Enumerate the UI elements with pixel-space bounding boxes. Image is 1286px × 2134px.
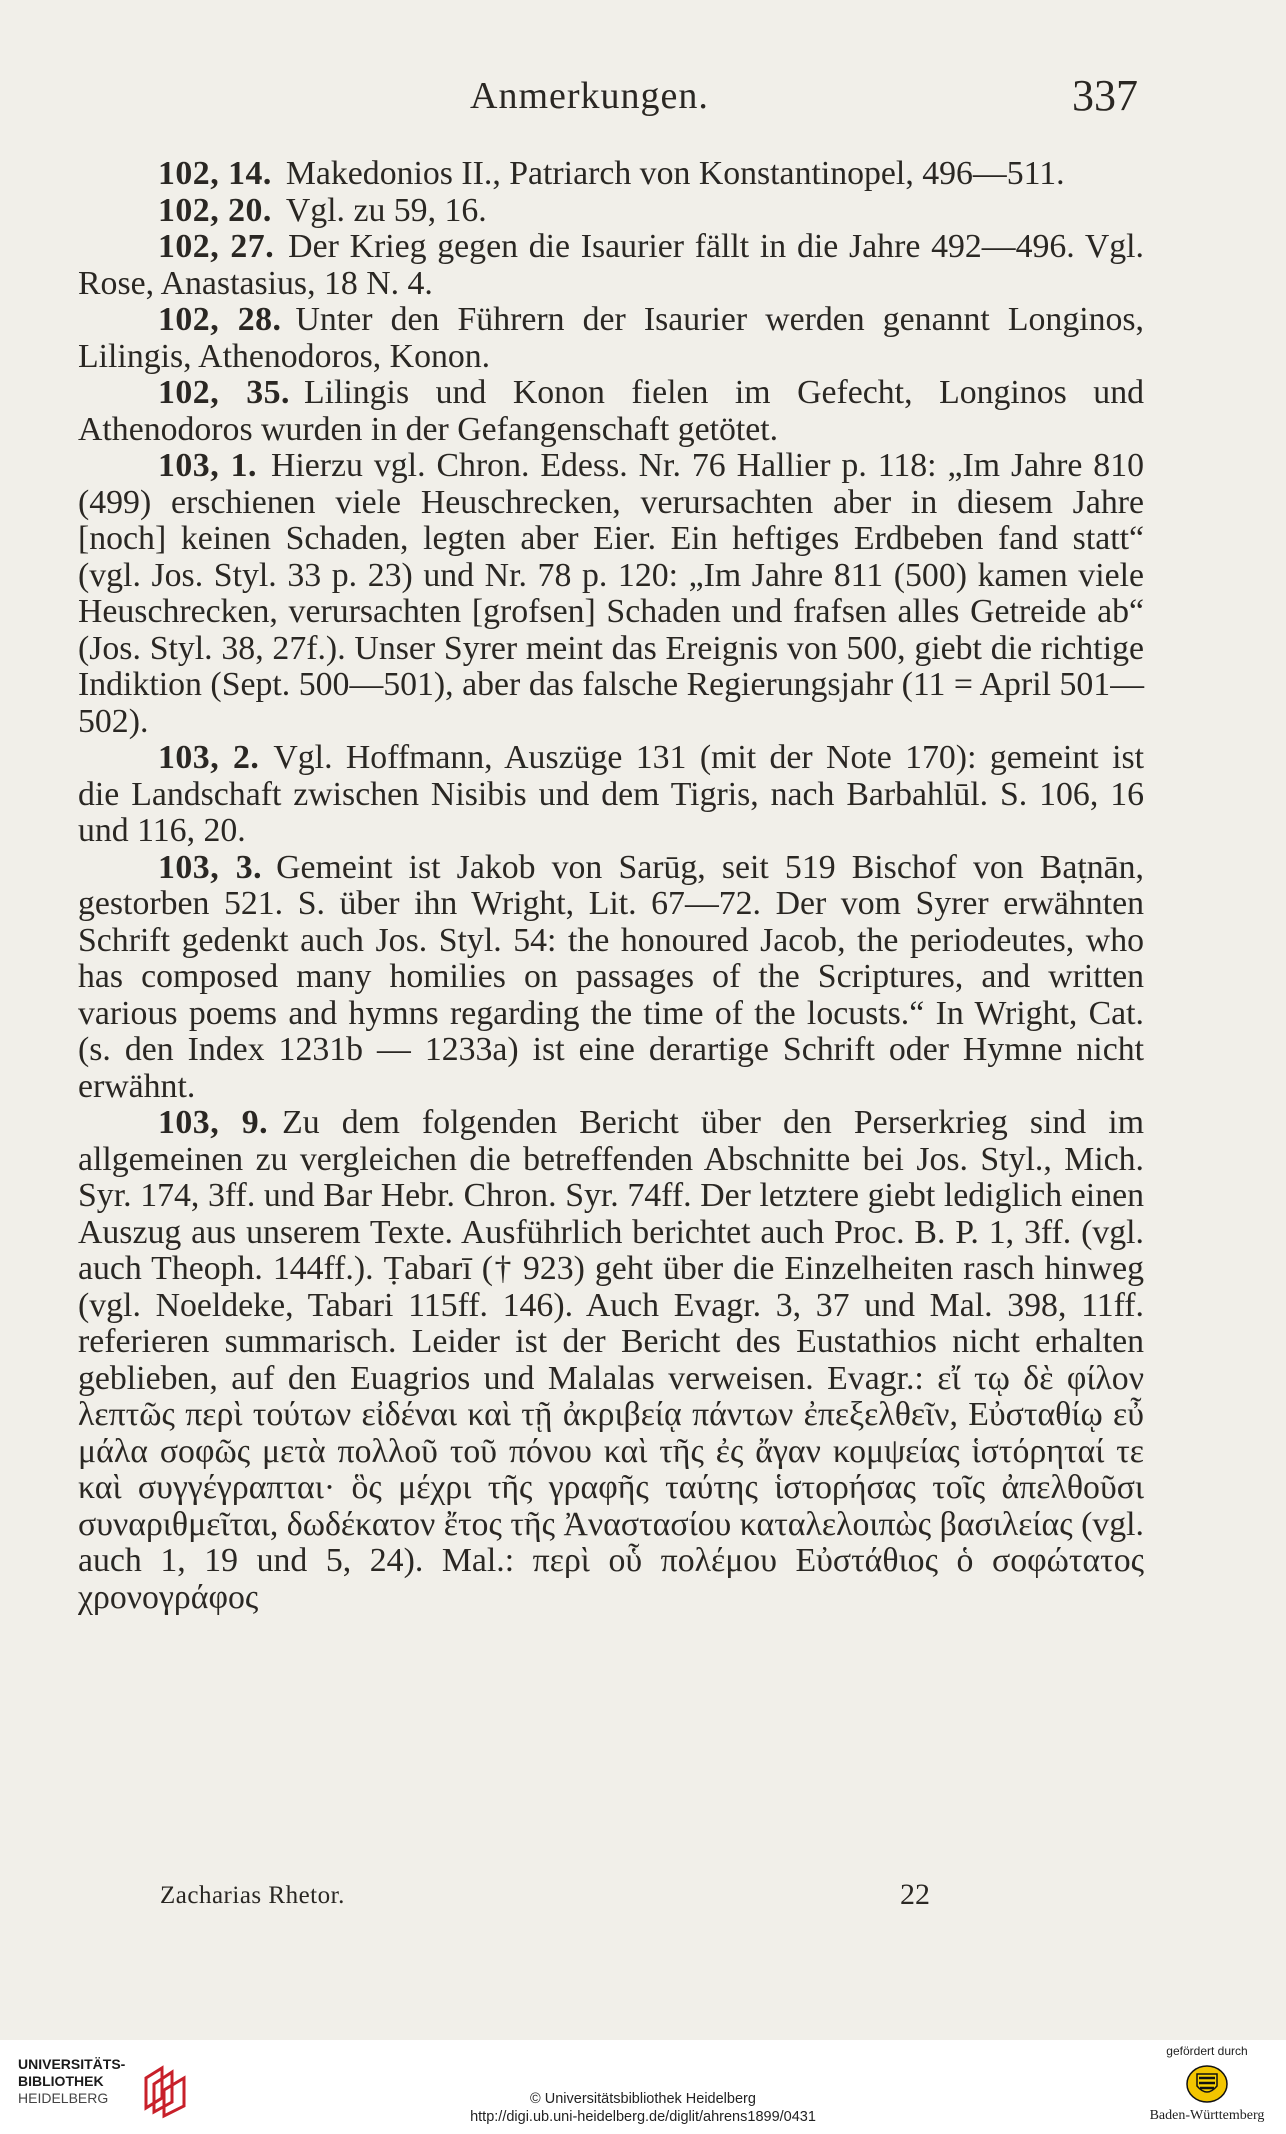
note-reference: 102, 28. — [158, 301, 282, 338]
note-reference: 103, 9. — [158, 1104, 269, 1141]
note-reference: 103, 3. — [158, 848, 263, 886]
notes-body — [78, 156, 1144, 1616]
note-text: Hierzu vgl. Chron. Edess. Nr. 76 Hallier p. 118: „Im Jahre 810 (499) erschienen viele Heuschrecken, verursachten aber in diesem Jahre [noch] keinen Schaden, legten aber Eier. Ein heftiges Erdbeben fand statt“ (vgl. Jos. Styl. 33 p. 23) und Nr. 78 p. 120: „Im Jahre 811 (500) kamen viele Heuschrecken, verursachten [grofsen] Schaden und frafsen alles Getreide ab“ (Jos. Styl. 38, 27f.). Unser Syrer meint das Ereignis von 500, giebt die richtige Indiktion (Sept. 500—501), aber das falsche Regierungsjahr (11 = April 501—502). — [78, 447, 1144, 740]
note-reference: 102, 20. — [158, 191, 272, 229]
note — [78, 229, 1144, 302]
library-name-line: BIBLIOTHEK — [18, 2073, 104, 2089]
sponsor-block — [1142, 2044, 1272, 2132]
page-number: 337 — [1072, 71, 1138, 120]
note — [78, 302, 1144, 375]
copyright-block — [0, 2090, 1286, 2126]
sheet-signature: 22 — [900, 1878, 930, 1911]
note-text: Lilingis und Konon fielen im Gefecht, Longinos und Athenodoros wurden in der Gefangenschaft getötet. — [78, 374, 1144, 448]
copyright-text: © Universitätsbibliothek Heidelberg — [530, 2091, 756, 2107]
note-text: Der Krieg gegen die Isaurier fällt in die Jahre 492—496. Vgl. Rose, Anastasius, 18 N. 4. — [78, 228, 1145, 302]
note-text: Zu dem folgenden Bericht über den Perserkrieg sind im allgemeinen zu vergleichen die betreffenden Abschnitte bei Jos. Styl., Mich. Syr. 174, 3ff. und Bar Hebr. Chron. Syr. 74ff. Der letztere giebt lediglich einen Auszug aus unserem Texte. Ausführlich berichtet auch Proc. B. P. 1, 3ff. (vgl. auch Theoph. 144ff.). Ṭabarī († 923) geht über die Einzelheiten rasch hinweg (vgl. Noeldeke, Tabari 115ff. 146). Auch Evagr. 3, 37 und Mal. 398, 11ff. referieren summarisch. Leider ist der Bericht des Eustathios nicht erhalten geblieben, auf den Euagrios und Malalas verweisen. Evagr.: εἴ τῳ δὲ φίλον λεπτῶς περὶ τούτων εἰδέναι καὶ τῇ ἀκριβείᾳ πάντων ἐπεξελθεῖν, Εὐσταθίῳ εὖ μάλα σοφῶς μετὰ πολλοῦ τοῦ πόνου καὶ τῆς ἐς ἄγαν κομψείας ἱστόρηταί τε καὶ συγγέγραπται· ὃς μέχρι τῆς γραφῆς ταύτης ἱστορήσας τοῖς ἀπελθοῦσι συναριθμεῖται, δωδέκατον ἔτος τῆς Ἀναστασίου καταλελοιπὼς βασιλείας (vgl. auch 1, 19 und 5, 24). Mal.: περὶ οὗ πολέμου Εὐστάθιος ὁ σοφώτατος χρονογράφος — [78, 1104, 1144, 1616]
note — [78, 850, 1144, 1106]
running-head: Anmerkungen. — [470, 75, 709, 117]
permalink-url[interactable]: http://digi.ub.uni-heidelberg.de/diglit/ahrens1899/0431 — [470, 2109, 816, 2125]
note-text: Makedonios II., Patriarch von Konstantinopel, 496—511. — [285, 155, 1065, 192]
note — [78, 193, 1144, 230]
note-reference: 102, 35. — [158, 374, 290, 411]
note — [78, 375, 1144, 448]
note-reference: 103, 2. — [158, 739, 260, 776]
note — [78, 448, 1144, 740]
library-name-line: HEIDELBERG — [18, 2090, 109, 2106]
page-header — [80, 71, 1138, 128]
footer-author: Zacharias Rhetor. — [160, 1882, 345, 1909]
coat-of-arms-icon — [1185, 2064, 1229, 2104]
note-reference: 103, 1. — [158, 447, 257, 484]
sponsor-name: Baden-Württemberg — [1149, 2108, 1265, 2123]
library-name-line: UNIVERSITÄTS- — [18, 2056, 126, 2072]
bottom-bar — [0, 2040, 1286, 2134]
note-text: Vgl. Hoffmann, Auszüge 131 (mit der Note 170): gemeint ist die Landschaft zwischen Nisibis und dem Tigris, nach Barbahlūl. S. 106, 16 und 116, 20. — [78, 739, 1144, 849]
note — [78, 1105, 1144, 1616]
note — [78, 156, 1144, 193]
page-footer — [160, 1878, 940, 1916]
note — [78, 740, 1144, 850]
sponsor-label: gefördert durch — [1166, 2044, 1248, 2058]
note-text: Unter den Führern der Isaurier werden genannt Longinos, Lilingis, Athenodoros, Konon. — [78, 301, 1145, 375]
note-reference: 102, 27. — [158, 228, 275, 265]
note-reference: 102, 14. — [158, 155, 272, 192]
note-text: Gemeint ist Jakob von Sarūg, seit 519 Bischof von Baṭnān, gestorben 521. S. über ihn Wright, Lit. 67—72. Der vom Syrer erwähnten Schrift gedenkt auch Jos. Styl. 54: the honoured Jacob, the periodeutes, who has composed many homilies on passages of the Scriptures, and written various poems and hymns regarding the time of the locusts.“ In Wright, Cat. (s. den Index 1231b — 1233a) ist eine derartige Schrift oder Hymne nicht erwähnt. — [78, 848, 1144, 1105]
note-text: Vgl. zu 59, 16. — [285, 191, 487, 229]
